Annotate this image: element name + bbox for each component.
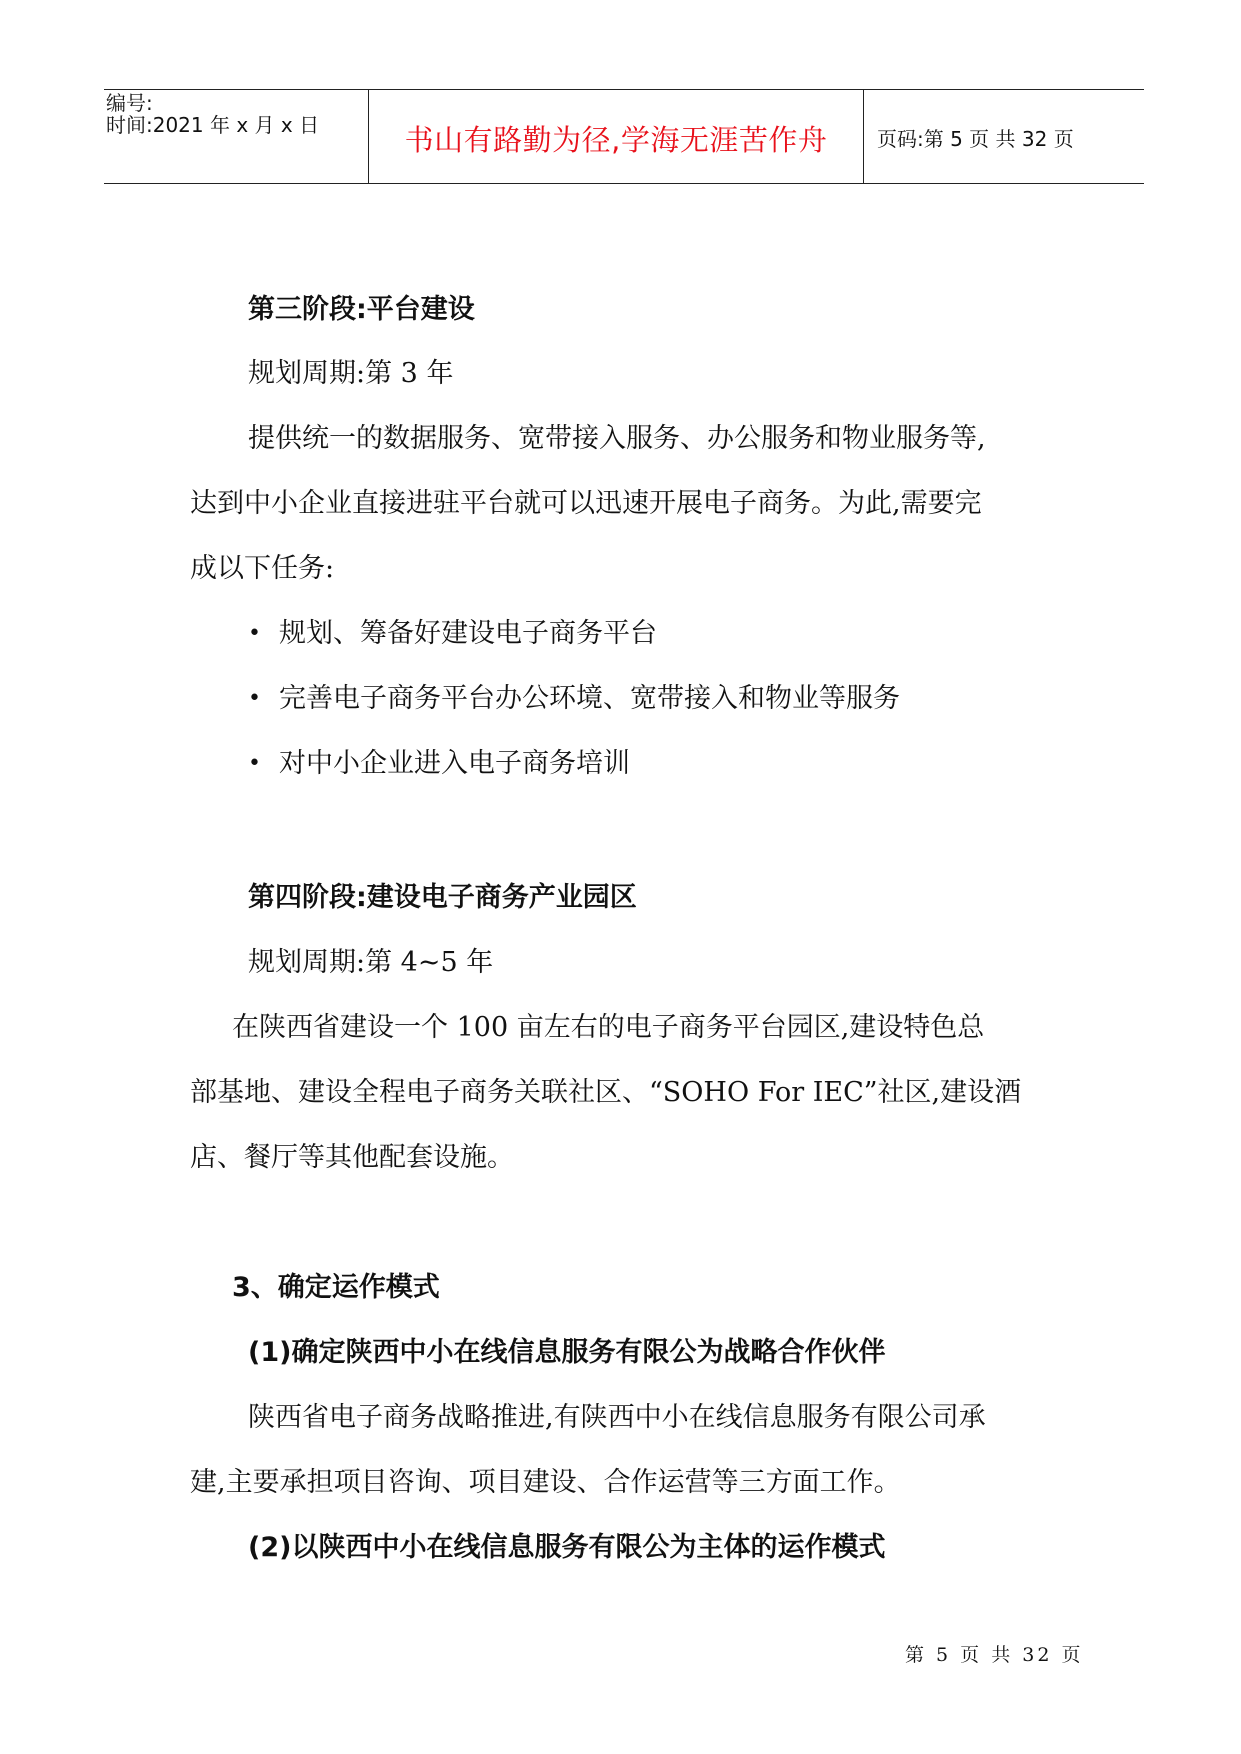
stage4-para-line: 部基地、建设全程电子商务关联社区、“SOHO For IEC”社区,建设酒 <box>190 1077 1022 1108</box>
stage3-period: 规划周期:第 3 年 <box>248 358 454 389</box>
bullet-dot-icon: • <box>248 751 261 776</box>
time-label: 时间:2021 年 x 月 x 日 <box>106 113 320 137</box>
section3-title: 3、确定运作模式 <box>232 1272 440 1303</box>
header-motto: 书山有路勤为径,学海无涯苦作舟 <box>404 123 828 157</box>
stage3-bullet-item: 规划、筹备好建设电子商务平台 <box>279 618 657 649</box>
stage3-bullet-item: 对中小企业进入电子商务培训 <box>279 748 630 779</box>
stage3-para-line: 达到中小企业直接进驻平台就可以迅速开展电子商务。为此,需要完 <box>190 488 982 519</box>
bullet-dot-icon: • <box>248 686 261 711</box>
bullet-dot-icon: • <box>248 621 261 646</box>
stage4-para-line: 在陕西省建设一个 100 亩左右的电子商务平台园区,建设特色总 <box>232 1012 985 1043</box>
header-page-cell <box>864 90 1144 183</box>
section3-subheading-1: (1)确定陕西中小在线信息服务有限公为战略合作伙伴 <box>248 1337 886 1368</box>
header-page-info: 页码:第 5 页 共 32 页 <box>877 127 1074 151</box>
page-footer: 第 5 页 共 32 页 <box>905 1644 1084 1666</box>
section3-subheading-2: (2)以陕西中小在线信息服务有限公为主体的运作模式 <box>248 1532 886 1563</box>
section3-para-line: 建,主要承担项目咨询、项目建设、合作运营等三方面工作。 <box>190 1467 901 1498</box>
stage3-bullet-item: 完善电子商务平台办公环境、宽带接入和物业等服务 <box>279 683 900 714</box>
number-label: 编号: <box>106 91 153 115</box>
page-header <box>104 89 1144 184</box>
section3-para-line: 陕西省电子商务战略推进,有陕西中小在线信息服务有限公司承 <box>248 1402 986 1433</box>
stage4-para-line: 店、餐厅等其他配套设施。 <box>190 1142 514 1173</box>
stage3-para-line: 成以下任务: <box>190 553 335 584</box>
stage4-title: 第四阶段:建设电子商务产业园区 <box>248 882 637 913</box>
stage3-para-line: 提供统一的数据服务、宽带接入服务、办公服务和物业服务等, <box>248 423 986 454</box>
header-meta-cell <box>104 90 369 183</box>
header-motto-cell <box>369 90 864 183</box>
stage4-period: 规划周期:第 4~5 年 <box>248 947 494 978</box>
stage3-title: 第三阶段:平台建设 <box>248 294 475 325</box>
